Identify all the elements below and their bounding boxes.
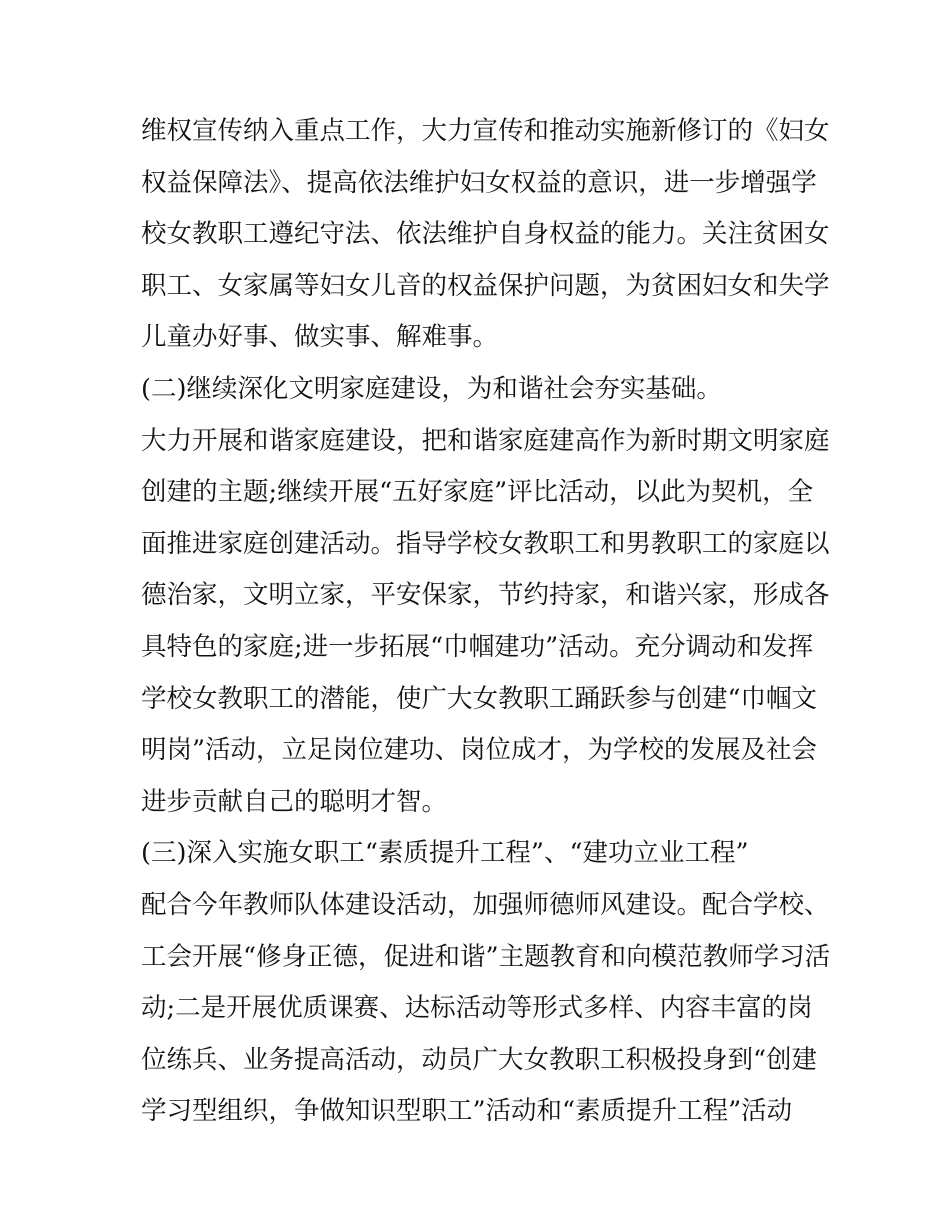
text-line: 大力开展和谐家庭建设，把和谐家庭建高作为新时期文明家庭 [141, 425, 830, 456]
text-line: 职工、女家属等妇女儿音的权益保护问题，为贫困妇女和失学 [141, 270, 830, 301]
text-line: 具特色的家庭;进一步拓展“巾帼建功”活动。充分调动和发挥 [141, 631, 814, 662]
text-line: 动;二是开展优质课赛、达标活动等形式多样、内容丰富的岗 [141, 993, 813, 1024]
document-body [141, 106, 831, 1138]
text-line: 维权宣传纳入重点工作，大力宣传和推动实施新修订的《妇女 [141, 116, 830, 146]
text-line: 学习型组织，争做知识型职工”活动和“素质提升工程”活动 [141, 1096, 793, 1127]
text-line: 进步贡献自己的聪明才智。 [141, 786, 448, 817]
text-line: 创建的主题;继续开展“五好家庭”评比活动，以此为契机，全 [141, 477, 814, 508]
text-line: 儿童办好事、做实事、解难事。 [141, 322, 499, 353]
section-heading: (二)继续深化文明家庭建设，为和谐社会夯实基础。 [141, 373, 722, 404]
text-line: 工会开展“修身正德，促进和谐”主题教育和向模范教师学习活 [141, 941, 831, 972]
section-heading: (三)深入实施女职工“素质提升工程”、“建功立业工程” [141, 838, 749, 869]
text-line: 权益保障法》、提高依法维护妇女权益的意识，进一步增强学 [141, 167, 817, 198]
text-line: 明岗”活动，立足岗位建功、岗位成才，为学校的发展及社会 [141, 735, 818, 766]
text-line: 学校女教职工的潜能，使广大女教职工踊跃参与创建“巾帼文 [141, 683, 818, 714]
text-line: 校女教职工遵纪守法、依法维护自身权益的能力。关注贫困女 [141, 219, 830, 250]
text-line: 德治家，文明立家，平安保家，节约持家，和谐兴家，形成各 [141, 580, 830, 611]
text-line: 面推进家庭创建活动。指导学校女教职工和男教职工的家庭以 [141, 528, 830, 559]
text-line: 位练兵、业务提高活动，动员广大女教职工积极投身到“创建 [141, 1044, 818, 1075]
text-line: 配合今年教师队体建设活动，加强师德师风建设。配合学校、 [141, 889, 830, 920]
